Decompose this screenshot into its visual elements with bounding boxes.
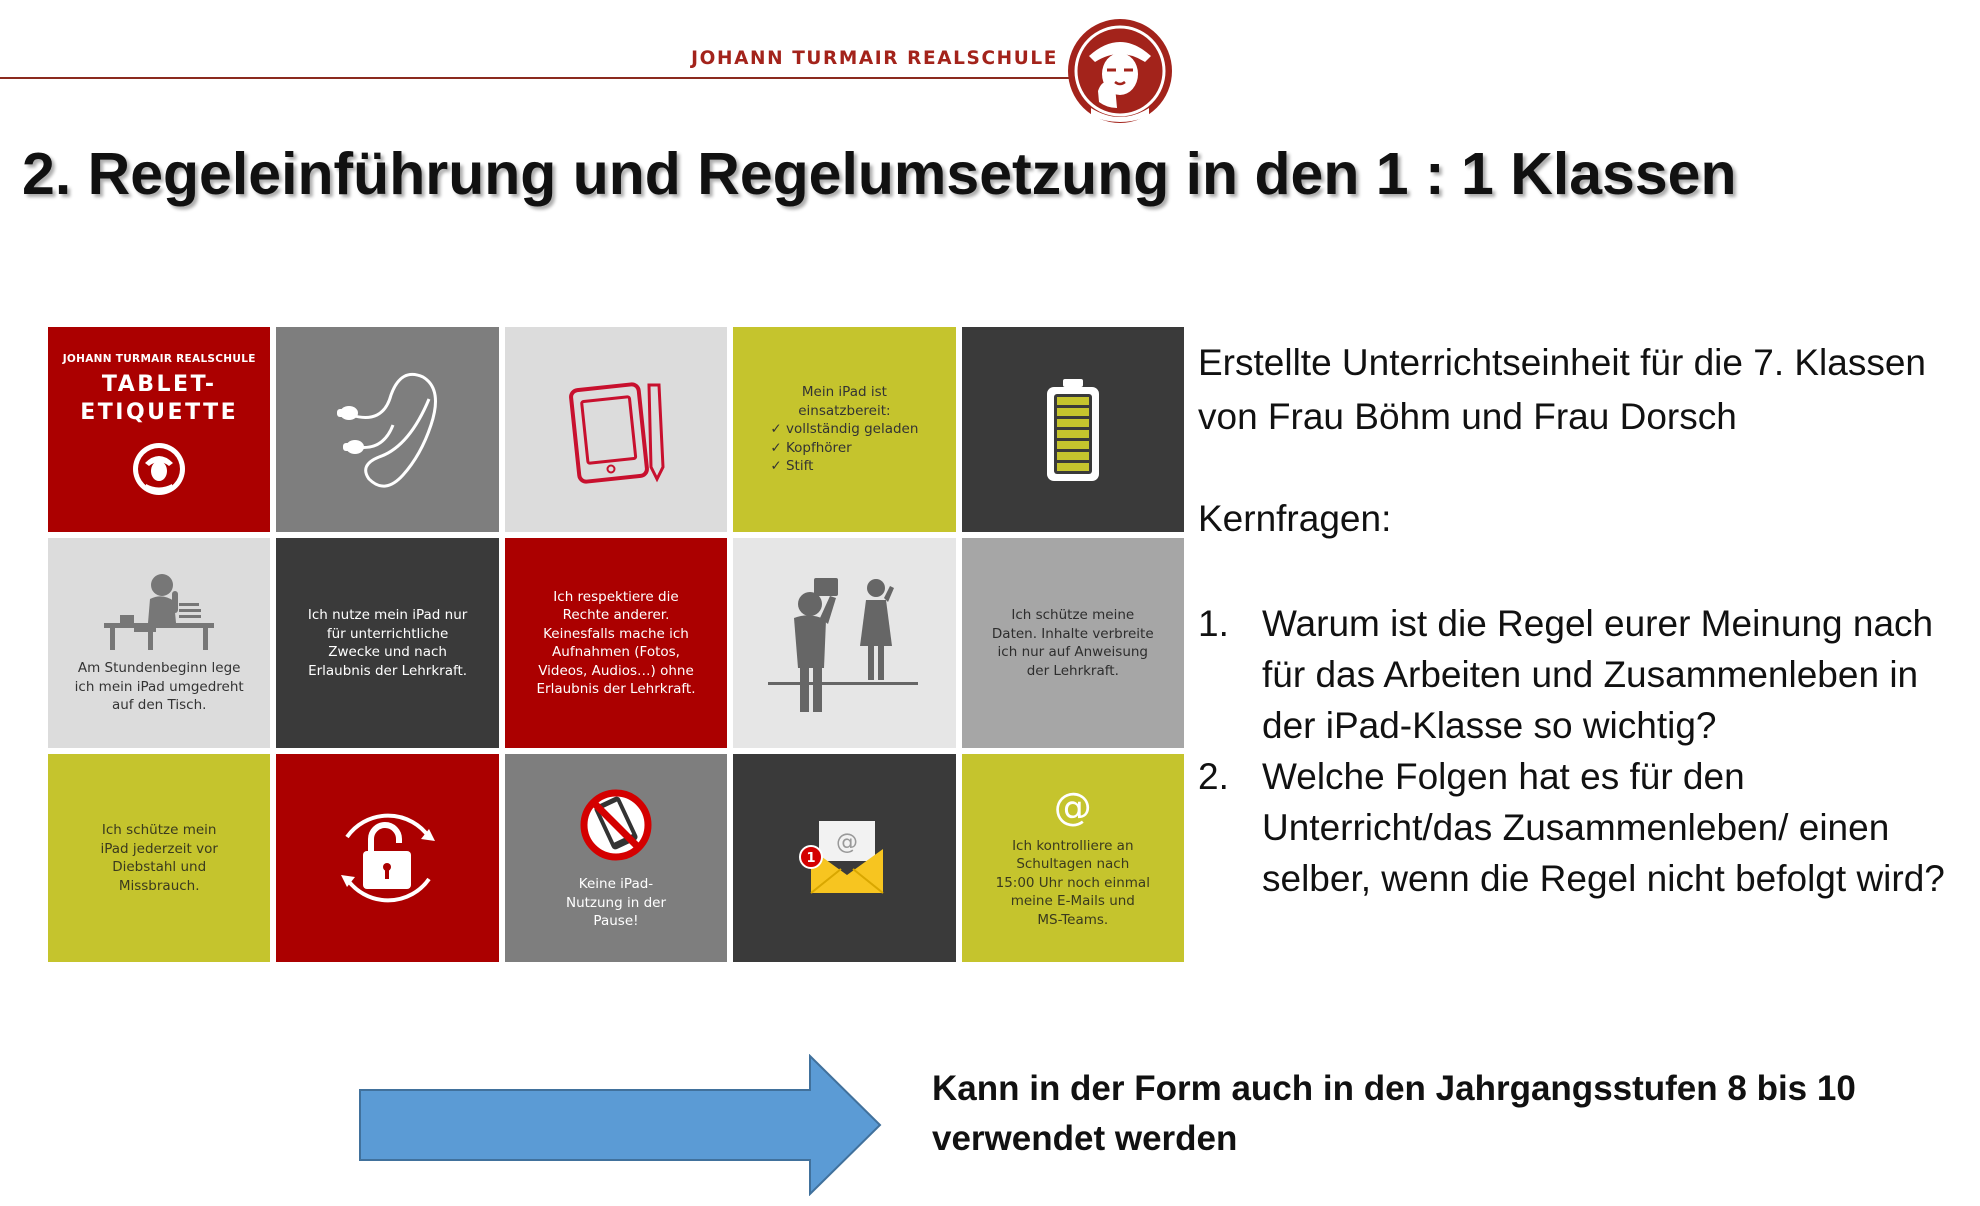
tile-text-data: Ich schütze meine Daten. Inhalte verbreite ich nur auf Anweisung der Lehrkraft. [991,607,1154,679]
email-notification-icon [789,813,899,903]
person-photographing-icon [764,568,924,718]
etiquette-tile-rights [505,538,727,748]
question-list [1198,598,1968,904]
etiquette-tile-ready [733,327,955,532]
question-item [1198,598,1968,751]
etiquette-tile-mail [733,754,955,962]
tile-text-theft: Ich schütze mein iPad jederzeit vor Diebstahl und Missbrauch. [100,822,218,894]
school-crest-icon [131,441,187,497]
unlocked-padlock-icon [323,793,453,923]
school-name: JOHANN TURMAIR REALSCHULE [691,48,1058,69]
etiquette-tile-data [962,538,1184,748]
bottom-note-line2: verwendet werden [932,1119,1238,1158]
tile-text-pause: Keine iPad- Nutzung in der Pause! [565,876,666,930]
etiquette-tile-usage [276,538,498,748]
etiquette-tile-lock [276,754,498,962]
checklist-item: ✓ Kopfhörer [770,439,852,456]
question-number: 1. [1198,603,1229,644]
title-tile-school: JOHANN TURMAIR REALSCHULE [62,352,256,365]
slide-title: 2. Regeleinführung und Regelumsetzung in den 1 : 1 Klassen [22,141,1737,207]
etiquette-tile-tablet-pen [505,327,727,532]
tablet-pen-icon [541,355,691,505]
bottom-note-line1: Kann in der Form auch in den Jahrgangsstufen 8 bis 10 [932,1069,1856,1108]
header-rule [0,77,1090,79]
title-tile-line2: ETIQUETTE [80,399,239,425]
etiquette-tile-photo [733,538,955,748]
etiquette-tile-pause [505,754,727,962]
checklist-item: ✓ vollständig geladen [770,421,919,438]
bottom-note [932,1064,1932,1164]
question-text: Welche Folgen hat es für den Unterricht/das Zusammenleben/ einen selber, wenn die Regel nicht befolgt wird? [1262,756,1945,899]
right-arrow-icon [358,1054,884,1196]
ready-checklist [770,383,918,476]
svg-text:@: @ [836,830,859,855]
unit-description [1198,336,1968,546]
tile-text-email-check: Ich kontrolliere an Schultagen nach 15:00 Uhr noch einmal meine E-Mails und MS-Teams. [995,837,1150,928]
ready-intro-line1: Mein iPad ist [801,384,887,401]
no-tablet-icon [576,785,656,865]
etiquette-tile-email-check [962,754,1184,962]
earphones-icon [313,355,463,505]
question-text: Warum ist die Regel eurer Meinung nach für das Arbeiten und Zusammenleben in der iPad-Klasse so wichtig? [1262,603,1934,746]
battery-full-icon [1033,375,1113,485]
question-number: 2. [1198,756,1229,797]
tablet-etiquette-grid [48,327,1184,962]
title-tile-line1: TABLET- [101,371,217,397]
tile-text-rights: Ich respektiere die Rechte anderer. Keinesfalls mache ich Aufnahmen (Fotos, Videos, Audios…) ohne Erlaubnis der Lehrkraft. [536,588,696,697]
tile-text-usage: Ich nutze mein iPad nur für unterrichtliche Zwecke und nach Erlaubnis der Lehrkraft. [307,607,468,679]
tile-text-desk: Am Stundenbeginn lege ich mein iPad umgedreht auf den Tisch. [74,660,244,714]
etiquette-tile-desk [48,538,270,748]
etiquette-tile-earphones [276,327,498,532]
at-sign-icon: @ [1053,784,1092,829]
etiquette-tile-battery [962,327,1184,532]
kernfragen-label: Kernfragen: [1198,498,1392,539]
unit-intro: Erstellte Unterrichtseinheit für die 7. Klassen von Frau Böhm und Frau Dorsch [1198,342,1927,437]
ready-intro-line2: einsatzbereit: [798,402,891,419]
question-item [1198,751,1968,904]
etiquette-title-tile [48,327,270,532]
mail-badge-count: 1 [806,851,816,866]
checklist-item: ✓ Stift [770,458,814,475]
student-at-desk-icon [84,571,234,651]
etiquette-tile-theft [48,754,270,962]
school-crest-portrait-icon [1063,16,1177,126]
